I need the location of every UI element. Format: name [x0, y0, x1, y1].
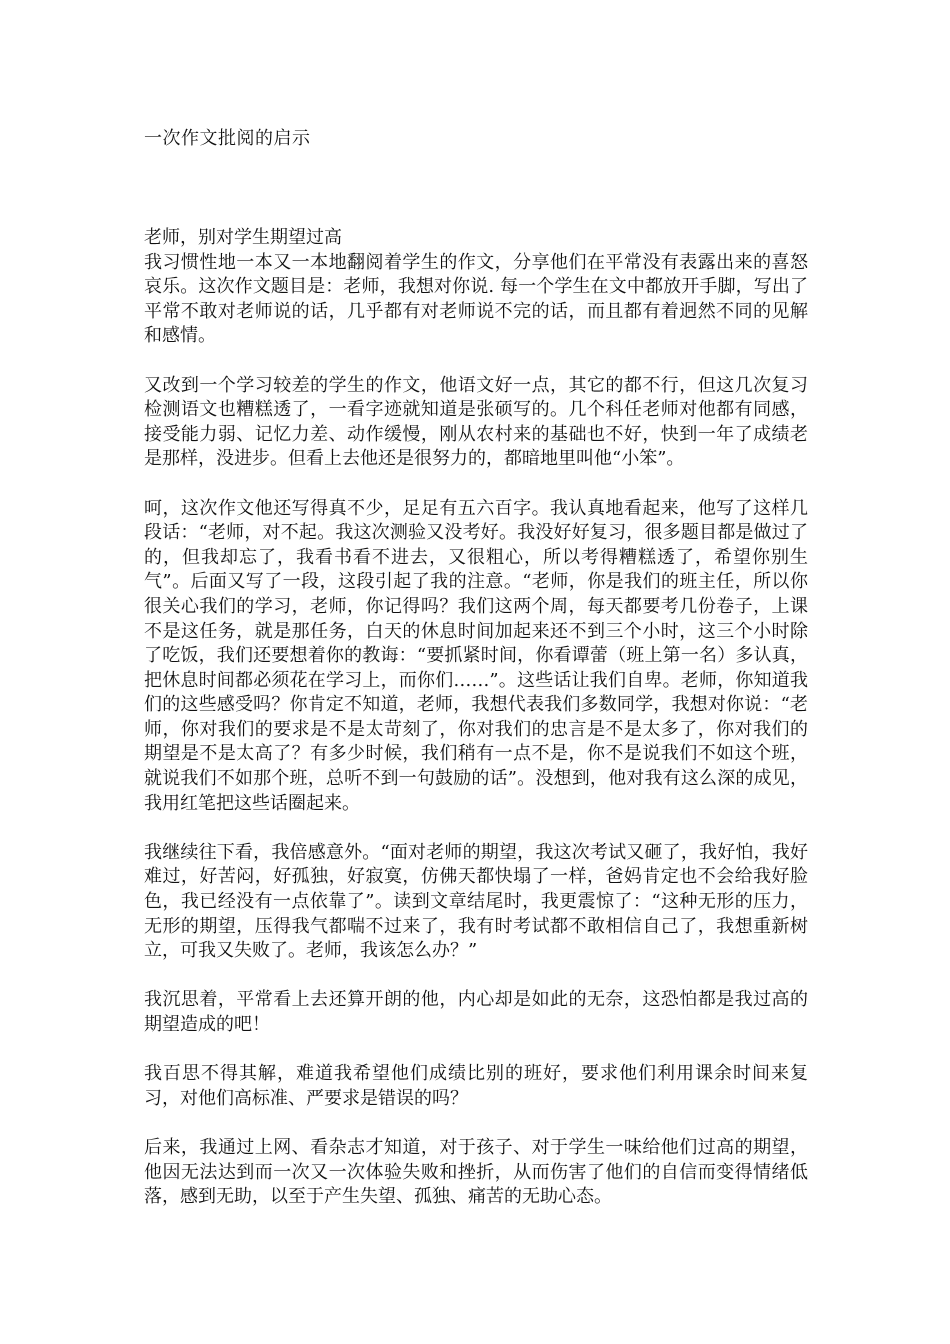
paragraph-5: 我沉思着，平常看上去还算开朗的他，内心却是如此的无奈，这恐怕都是我过高的期望造成的吧！ — [144, 989, 808, 1035]
paragraph-1: 我习惯性地一本又一本地翻阅着学生的作文，分享他们在平常没有表露出来的喜怒哀乐。这次作文题目是：老师，我想对你说. 每一个学生在文中都放开手脚，写出了平常不敢对老师说的话，几乎都有对老师说不完的话，而且都有着迥然不同的见解和感情。 — [144, 251, 808, 347]
paragraph-3: 呵，这次作文他还写得真不少，足足有五六百字。我认真地看起来，他写了这样几段话：“老师，对不起。我这次测验又没考好。我没好好复习，很多题目都是做过了的，但我却忘了，我看书看不进去，又很粗心，所以考得糟糕透了，希望你别生气”。后面又写了一段，这段引起了我的注意。“老师，你是我们的班主任，所以你很关心我们的学习，老师，你记得吗？我们这两个周，每天都要考几份卷子，上课不是这任务，就是那任务，白天的休息时间加起来还不到三个小时，这三个小时除了吃饭，我们还要想着你的教诲：“要抓紧时间，你看谭蕾（班上第一名）多认真，把休息时间都必须花在学习上，而你们……”。这些话让我们自卑。老师，你知道我们的这些感受吗？你肯定不知道，老师，我想代表我们多数同学，我想对你说：“老师，你对我们的要求是不是太苛刻了，你对我们的忠言是不是太多了，你对我们的期望是不是太高了？有多少时候，我们稍有一点不是，你不是说我们不如这个班，就说我们不如那个班，总听不到一句鼓励的话”。没想到，他对我有这么深的成见，我用红笔把这些话圈起来。 — [144, 497, 808, 814]
document-body — [144, 226, 808, 1234]
paragraph-4: 我继续往下看，我倍感意外。“面对老师的期望，我这次考试又砸了，我好怕，我好难过，好苦闷，好孤独，好寂寞，仿佛天都快塌了一样，爸妈肯定也不会给我好脸色，我已经没有一点依靠了”。读到文章结尾时，我更震惊了：“这种无形的压力，无形的期望，压得我气都喘不过来了，我有时考试都不敢相信自己了，我想重新树立，可我又失败了。老师，我该怎么办？” — [144, 841, 808, 962]
paragraph-2: 又改到一个学习较差的学生的作文，他语文好一点，其它的都不行，但这几次复习检测语文也糟糕透了，一看字迹就知道是张硕写的。几个科任老师对他都有同感，接受能力弱、记忆力差、动作缓慢，刚从农村来的基础也不好，快到一年了成绩老是那样，没进步。但看上去他还是很努力的，都暗地里叫他“小笨”。 — [144, 374, 808, 470]
paragraph-7: 后来，我通过上网、看杂志才知道，对于孩子、对于学生一味给他们过高的期望，他因无法达到而一次又一次体验失败和挫折，从而伤害了他们的自信而变得情绪低落，感到无助，以至于产生失望、孤独、痛苦的无助心态。 — [144, 1136, 808, 1208]
document-title: 一次作文批阅的启示 — [144, 128, 311, 149]
paragraph-6: 我百思不得其解，难道我希望他们成绩比别的班好，要求他们利用课余时间来复习，对他们高标准、严要求是错误的吗？ — [144, 1063, 808, 1109]
document-subtitle: 老师，别对学生期望过高 — [144, 227, 342, 248]
